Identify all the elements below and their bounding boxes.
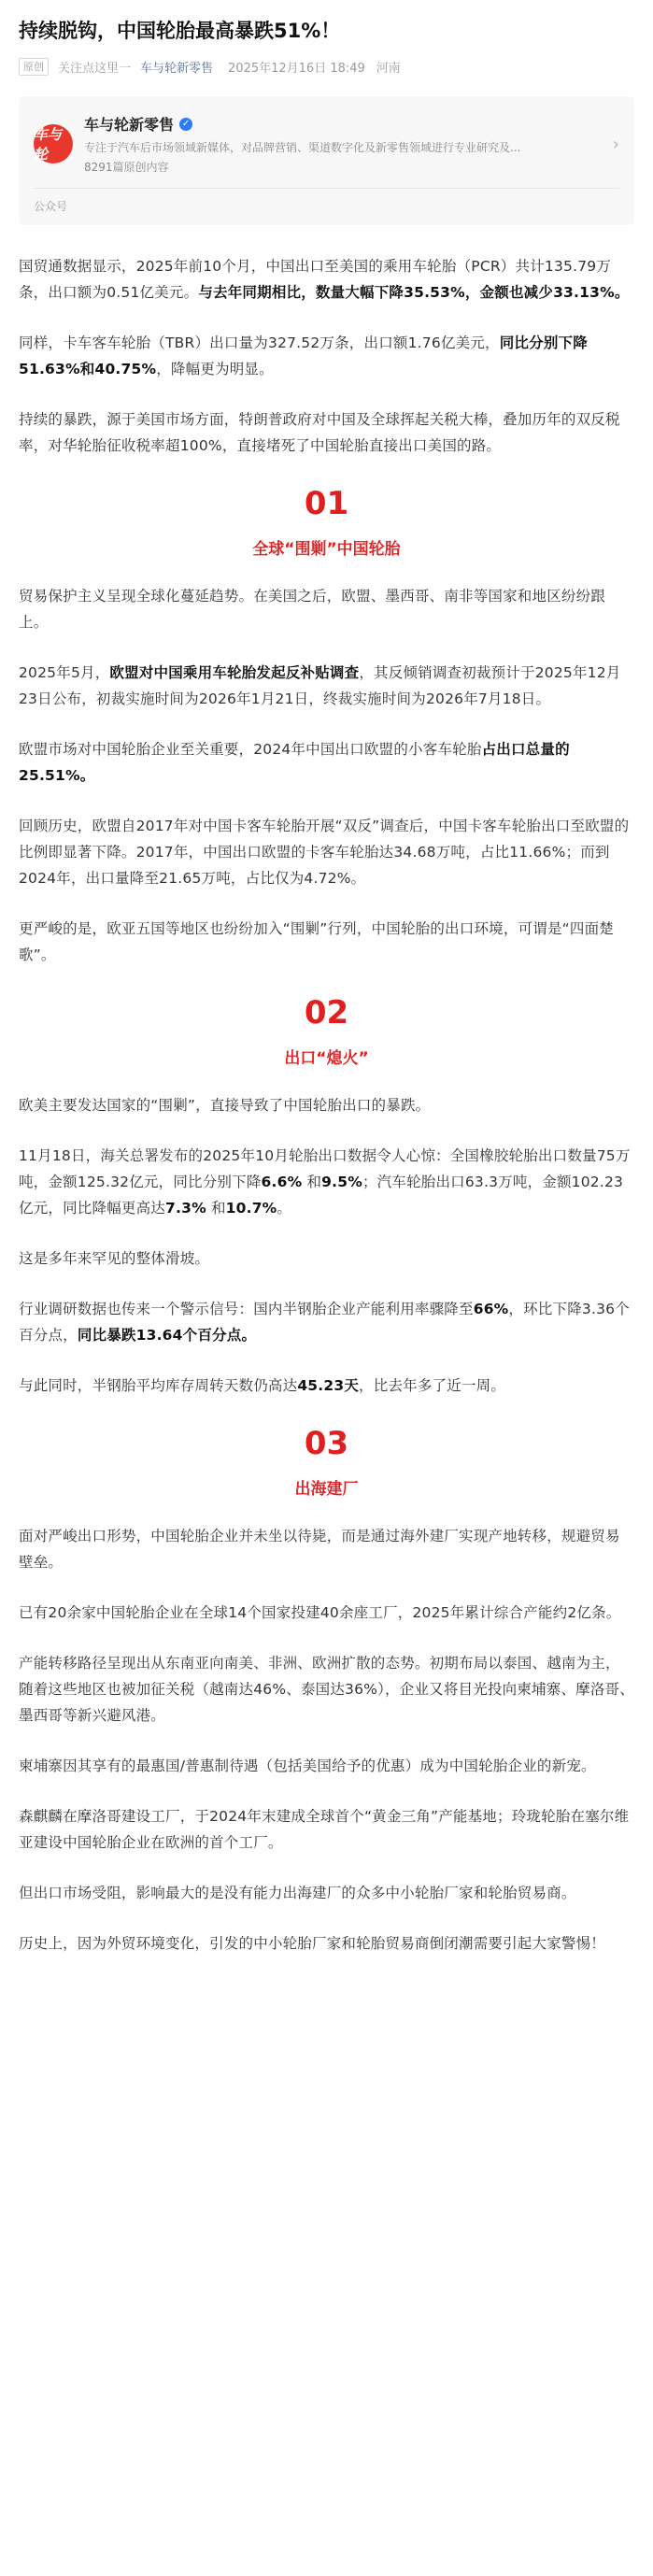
paragraph: 持续的暴跌，源于美国市场方面，特朗普政府对中国及全球挥起关税大棒，叠加历年的双反税率，对华轮胎征收税率超100%，直接堵死了中国轮胎直接出口美国的路。 — [19, 411, 620, 454]
account-logo: 车与轮 — [34, 124, 73, 164]
text-run: 国贸通数据显示，2025年前10个月，中国出口至美国的乘用车轮胎（PCR）共计135.79万条，出口额为0.51亿美元。 — [19, 258, 612, 301]
account-description: 专注于汽车后市场领域新媒体，对品牌营销、渠道数字化及新零售领域进行专业研究及... — [84, 141, 521, 154]
account-article-count: 8291篇原创内容 — [84, 161, 169, 174]
text-run: 行业调研数据也传来一个警示信号：国内半钢胎企业产能利用率骤降至 — [19, 1301, 474, 1317]
section-title: 出口“熄火” — [284, 1049, 369, 1068]
text-run: ，其反倾销调查初裁预计于2025年12月23日公布，初裁实施时间为2026年1月21日，终裁实施时间为2026年7月18日。 — [19, 664, 621, 707]
paragraph: 面对严峻出口形势，中国轮胎企业并未坐以待毙，而是通过海外建厂实现产地转移，规避贸易壁垒。 — [19, 1528, 620, 1571]
section-title: 出海建厂 — [294, 1480, 359, 1499]
bold-text: 66% — [473, 1301, 509, 1317]
bold-text: 同比暴跌13.64个百分点。 — [77, 1327, 257, 1344]
follow-hint: 关注点这里一 — [58, 62, 132, 76]
publish-date: 2025年12月16日 18:49 — [228, 62, 365, 76]
text-run: 与此同时，半钢胎平均库存周转天数仍高达 — [19, 1377, 298, 1394]
account-card[interactable] — [19, 96, 634, 225]
paragraph: 历史上，因为外贸环境变化，引发的中小轮胎厂家和轮胎贸易商倒闭潮需要引起大家警惕！ — [19, 1935, 606, 1952]
text-run: ；汽车轮胎出口63.3万吨，金额102.23亿元，同比降幅更高达 — [19, 1174, 624, 1217]
section-number: 01 — [304, 485, 349, 522]
paragraph — [19, 660, 634, 712]
account-info — [84, 113, 603, 175]
bold-text: 7.3% — [165, 1200, 206, 1217]
paragraph: 欧美主要发达国家的“围剿”，直接导致了中国轮胎出口的暴跌。 — [19, 1097, 431, 1114]
card-divider — [34, 188, 619, 189]
original-badge: 原创 — [19, 58, 49, 76]
text-run: 欧盟市场对中国轮胎企业至关重要，2024年中国出口欧盟的小客车轮胎 — [19, 741, 482, 758]
text-run: 和 — [206, 1200, 226, 1217]
account-type: 公众号 — [34, 200, 68, 213]
paragraph — [19, 253, 634, 306]
account-link[interactable]: 车与轮新零售 — [140, 62, 214, 76]
text-run: 2025年5月， — [19, 664, 110, 681]
article-meta — [19, 58, 634, 76]
section-number: 03 — [304, 1425, 349, 1462]
paragraph: 但出口市场受阻，影响最大的是没有能力出海建厂的众多中小轮胎厂家和轮胎贸易商。 — [19, 1885, 576, 1901]
paragraph: 柬埔寨因其享有的最惠国/普惠制待遇（包括美国给予的优惠）成为中国轮胎企业的新宠。 — [19, 1758, 596, 1774]
publish-location: 河南 — [376, 62, 401, 76]
bold-text: 同比分别下降51.63%和40.75% — [19, 334, 588, 377]
paragraph: 已有20余家中国轮胎企业在全球14个国家投建40余座工厂，2025年累计综合产能约2亿条。 — [19, 1604, 621, 1621]
bold-text: 45.23天 — [297, 1377, 360, 1394]
paragraph — [19, 330, 634, 382]
account-card-header[interactable] — [34, 113, 619, 175]
account-name-row — [84, 113, 603, 135]
bold-text: 6.6% — [261, 1174, 303, 1190]
text-run: 11月18日，海关总署发布的2025年10月轮胎出口数据令人心惊：全国橡胶轮胎出口数量75万吨，金额125.32亿元，同比分别下降 — [19, 1147, 631, 1190]
bold-text: 欧盟对中国乘用车轮胎发起反补贴调查 — [109, 664, 360, 681]
section-heading-02 — [19, 992, 634, 1068]
paragraph — [19, 1143, 634, 1221]
verified-icon: ✓ — [179, 118, 192, 131]
paragraph: 产能转移路径呈现出从东南亚向南美、非洲、欧洲扩散的态势。初期布局以泰国、越南为主，随着这些地区也被加征关税（越南达46%、泰国达36%），企业又将目光投向柬埔寨、摩洛哥、墨西哥等新兴避风港。 — [19, 1655, 634, 1724]
paragraph: 这是多年来罕见的整体滑坡。 — [19, 1250, 210, 1267]
text-run: ，比去年多了近一周。 — [359, 1377, 506, 1394]
paragraph — [19, 1296, 634, 1348]
section-number: 02 — [304, 994, 349, 1032]
section-heading-03 — [19, 1423, 634, 1499]
section-heading-01 — [19, 483, 634, 559]
paragraph — [19, 1373, 634, 1399]
paragraph: 更严峻的是，欧亚五国等地区也纷纷加入“围剿”行列，中国轮胎的出口环境，可谓是“四面楚歌”。 — [19, 920, 614, 963]
text-run: 和 — [302, 1174, 322, 1190]
text-run: ，环比下降3.36个百分点， — [19, 1301, 630, 1344]
bold-text: 10.7% — [225, 1200, 277, 1217]
text-run: ，降幅更为明显。 — [156, 361, 274, 377]
account-name: 车与轮新零售 — [84, 116, 175, 134]
paragraph: 森麒麟在摩洛哥建设工厂，于2024年末建成全球首个“黄金三角”产能基地；玲珑轮胎在塞尔维亚建设中国轮胎企业在欧洲的首个工厂。 — [19, 1808, 630, 1851]
text-run: 。 — [277, 1200, 292, 1217]
paragraph — [19, 736, 634, 789]
bold-text: 9.5% — [321, 1174, 362, 1190]
bold-text: 与去年同期相比，数量大幅下降35.53%，金额也减少33.13%。 — [198, 284, 630, 301]
article-title: 持续脱钩，中国轮胎最高暴跌51%！ — [19, 20, 341, 42]
paragraph: 回顾历史，欧盟自2017年对中国卡客车轮胎开展“双反”调查后，中国卡客车轮胎出口至欧盟的比例即显著下降。2017年，中国出口欧盟的卡客车轮胎达34.68万吨，占比11.66%；而到2024年，出口量降至21.65万吨，占比仅为4.72%。 — [19, 818, 630, 887]
paragraph: 贸易保护主义呈现全球化蔓延趋势。在美国之后，欧盟、墨西哥、南非等国家和地区纷纷跟上。 — [19, 588, 606, 631]
section-title: 全球“围剿”中国轮胎 — [252, 540, 401, 559]
bold-text: 占出口总量的25.51%。 — [19, 741, 570, 784]
chevron-right-icon[interactable]: › — [612, 134, 619, 154]
text-run: 同样，卡车客车轮胎（TBR）出口量为327.52万条，出口额1.76亿美元， — [19, 334, 500, 351]
